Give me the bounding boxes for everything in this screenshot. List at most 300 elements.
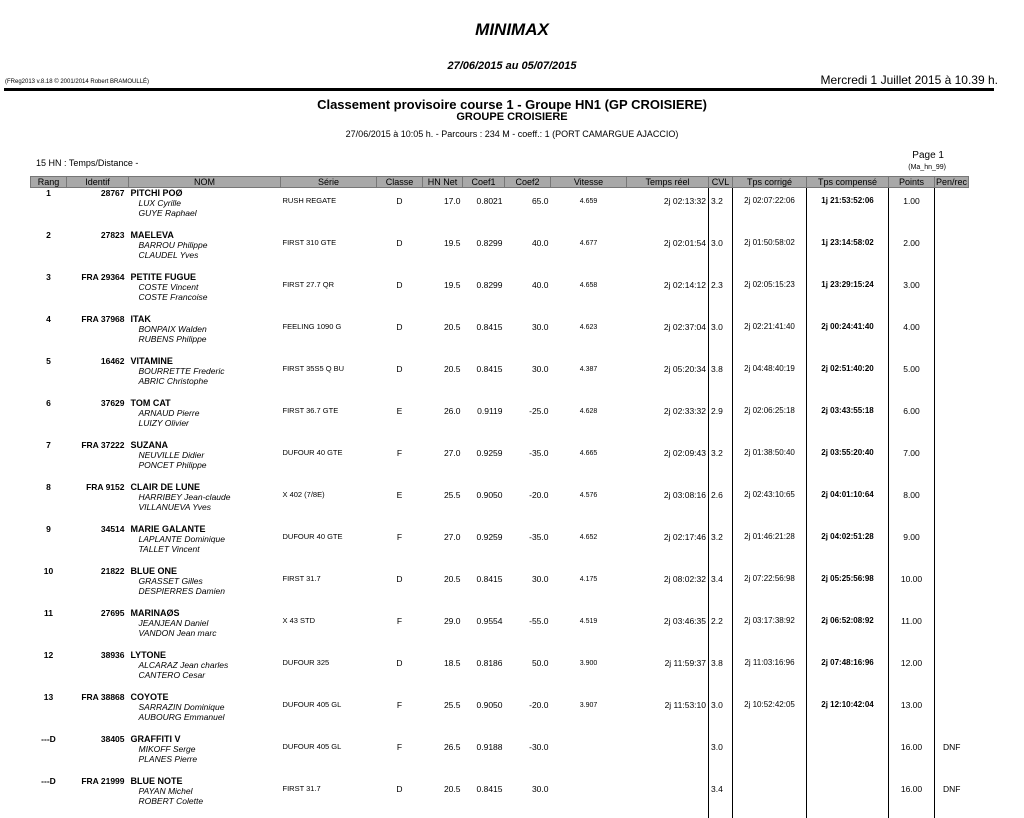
temps-reel-cell: 2j 03:08:16 [627,482,709,524]
name-cell [129,524,281,566]
pen-rec-cell [935,398,969,440]
crew-member: VILLANUEVA Yves [131,502,279,512]
tps-corrige-cell [733,776,807,818]
serie-cell: X 402 (7/8E) [281,482,377,524]
vitesse-cell: 4.628 [551,398,627,440]
name-cell [129,272,281,314]
serie-cell: DUFOUR 40 GTE [281,524,377,566]
crew-member: BONPAIX Walden [131,324,279,334]
pen-rec-cell [935,608,969,650]
hn-net-cell: 20.5 [423,776,463,818]
print-date: Mercredi 1 Juillet 2015 à 10.39 h. [821,73,998,87]
boat-name: BLUE ONE [131,566,279,576]
table-header-row [31,177,969,188]
crew-member: COSTE Vincent [131,282,279,292]
hn-net-cell: 19.5 [423,230,463,272]
serie-cell: DUFOUR 40 GTE [281,440,377,482]
vitesse-cell: 3.907 [551,692,627,734]
crew-member: GRASSET Gilles [131,576,279,586]
hn-net-cell: 27.0 [423,524,463,566]
cvl-cell: 3.0 [709,692,733,734]
tps-corrige-cell: 2j 11:03:16:96 [733,650,807,692]
classement-heading: Classement provisoire course 1 - Groupe HN1 (GP CROISIERE) [0,97,1024,112]
hn-net-cell: 19.5 [423,272,463,314]
cvl-cell: 3.0 [709,230,733,272]
race-info: 27/06/2015 à 10:05 h. - Parcours : 234 M - coeff.: 1 (PORT CAMARGUE AJACCIO) [0,129,1024,139]
crew-member: BARROU Philippe [131,240,279,250]
column-header: Vitesse [551,177,627,188]
classe-cell: F [377,692,423,734]
pen-rec-cell [935,188,969,231]
points-cell: 4.00 [889,314,935,356]
table-row [31,608,969,650]
coef1-cell: 0.8415 [463,356,505,398]
coef2-cell: 50.0 [505,650,551,692]
serie-cell: DUFOUR 405 GL [281,734,377,776]
name-cell [129,692,281,734]
classe-cell: D [377,356,423,398]
serie-cell: FEELING 1090 G [281,314,377,356]
rank-cell: 3 [31,272,67,314]
vitesse-cell: 4.665 [551,440,627,482]
coef1-cell: 0.8299 [463,230,505,272]
tps-compense-cell: 1j 21:53:52:06 [807,188,889,231]
column-header: Rang [31,177,67,188]
crew-member: BOURRETTE Frederic [131,366,279,376]
tps-compense-cell: 2j 05:25:56:98 [807,566,889,608]
identif-cell: 27823 [67,230,129,272]
table-row [31,524,969,566]
crew-member: LUX Cyrille [131,198,279,208]
table-row [31,188,969,231]
coef1-cell: 0.9259 [463,524,505,566]
points-cell: 3.00 [889,272,935,314]
crew-member: PAYAN Michel [131,786,279,796]
classe-cell: D [377,314,423,356]
boat-name: VITAMINE [131,356,279,366]
vitesse-cell: 4.576 [551,482,627,524]
points-cell: 8.00 [889,482,935,524]
cvl-cell: 3.8 [709,356,733,398]
classe-cell: D [377,776,423,818]
rank-cell: 13 [31,692,67,734]
vitesse-cell: 4.677 [551,230,627,272]
column-header: Temps réel [627,177,709,188]
pen-rec-cell: DNF [935,734,969,776]
tps-compense-cell [807,734,889,776]
identif-cell: FRA 29364 [67,272,129,314]
temps-reel-cell: 2j 05:20:34 [627,356,709,398]
column-header: Coef2 [505,177,551,188]
points-cell: 9.00 [889,524,935,566]
name-cell [129,314,281,356]
classe-cell: D [377,272,423,314]
tps-compense-cell: 1j 23:14:58:02 [807,230,889,272]
rank-cell: 9 [31,524,67,566]
coef1-cell: 0.9259 [463,440,505,482]
table-row [31,566,969,608]
table-row [31,692,969,734]
classe-cell: D [377,650,423,692]
table-row [31,398,969,440]
temps-reel-cell [627,734,709,776]
crew-member: PONCET Philippe [131,460,279,470]
temps-reel-cell: 2j 02:33:32 [627,398,709,440]
identif-cell: FRA 9152 [67,482,129,524]
serie-cell: DUFOUR 405 GL [281,692,377,734]
pen-rec-cell [935,524,969,566]
temps-reel-cell: 2j 11:59:37 [627,650,709,692]
crew-member: PLANES Pierre [131,754,279,764]
temps-reel-cell: 2j 02:37:04 [627,314,709,356]
tps-compense-cell: 2j 03:43:55:18 [807,398,889,440]
crew-member: DESPIERRES Damien [131,586,279,596]
points-cell: 16.00 [889,776,935,818]
column-header: Classe [377,177,423,188]
tps-corrige-cell: 2j 02:43:10:65 [733,482,807,524]
rank-cell: ---D [31,734,67,776]
boat-name: MARINAØS [131,608,279,618]
cvl-cell: 3.4 [709,566,733,608]
name-cell [129,440,281,482]
coef1-cell: 0.9050 [463,692,505,734]
table-body [31,188,969,818]
cvl-cell: 3.2 [709,524,733,566]
column-header: Tps corrigé [733,177,807,188]
temps-reel-cell: 2j 03:46:35 [627,608,709,650]
column-header: NOM [129,177,281,188]
boat-name: CLAIR DE LUNE [131,482,279,492]
temps-reel-cell: 2j 08:02:32 [627,566,709,608]
coef1-cell: 0.8415 [463,566,505,608]
coef2-cell: 40.0 [505,230,551,272]
temps-reel-cell: 2j 02:01:54 [627,230,709,272]
crew-member: LAPLANTE Dominique [131,534,279,544]
boat-name: COYOTE [131,692,279,702]
crew-member: JEANJEAN Daniel [131,618,279,628]
points-cell: 2.00 [889,230,935,272]
tps-compense-cell: 1j 23:29:15:24 [807,272,889,314]
cvl-cell: 3.2 [709,188,733,231]
vitesse-cell [551,734,627,776]
table-row [31,734,969,776]
tps-compense-cell: 2j 02:51:40:20 [807,356,889,398]
tps-compense-cell [807,776,889,818]
temps-reel-cell [627,776,709,818]
points-cell: 11.00 [889,608,935,650]
temps-reel-cell: 2j 11:53:10 [627,692,709,734]
cvl-cell: 3.8 [709,650,733,692]
vitesse-cell: 4.519 [551,608,627,650]
vitesse-cell: 4.387 [551,356,627,398]
vitesse-cell: 4.175 [551,566,627,608]
rank-cell: 8 [31,482,67,524]
rank-cell: 7 [31,440,67,482]
identif-cell: 27695 [67,608,129,650]
coef2-cell: 30.0 [505,776,551,818]
points-cell: 10.00 [889,566,935,608]
column-header: Identif [67,177,129,188]
pen-rec-cell [935,356,969,398]
classe-cell: F [377,524,423,566]
points-cell: 6.00 [889,398,935,440]
cvl-cell: 3.2 [709,440,733,482]
crew-member: ALCARAZ Jean charles [131,660,279,670]
tps-corrige-cell: 2j 10:52:42:05 [733,692,807,734]
page-number: Page 1 [912,150,944,161]
coef2-cell: 65.0 [505,188,551,231]
classe-cell: D [377,566,423,608]
name-cell [129,398,281,440]
coef2-cell: 30.0 [505,314,551,356]
tps-compense-cell: 2j 00:24:41:40 [807,314,889,356]
name-cell [129,566,281,608]
temps-reel-cell: 2j 02:13:32 [627,188,709,231]
boat-name: LYTONE [131,650,279,660]
vitesse-cell: 4.658 [551,272,627,314]
crew-member: CANTERO Cesar [131,670,279,680]
event-dates: 27/06/2015 au 05/07/2015 [0,60,1024,72]
tps-compense-cell: 2j 06:52:08:92 [807,608,889,650]
hn-net-cell: 17.0 [423,188,463,231]
identif-cell: FRA 37222 [67,440,129,482]
table-row [31,314,969,356]
coef1-cell: 0.9050 [463,482,505,524]
coef2-cell: 40.0 [505,272,551,314]
identif-cell: 38936 [67,650,129,692]
identif-cell: 28767 [67,188,129,231]
pen-rec-cell [935,566,969,608]
hn-net-cell: 18.5 [423,650,463,692]
serie-cell: FIRST 36.7 GTE [281,398,377,440]
boat-name: ITAK [131,314,279,324]
boat-name: SUZANA [131,440,279,450]
column-header: CVL [709,177,733,188]
tps-corrige-cell: 2j 04:48:40:19 [733,356,807,398]
classe-cell: F [377,608,423,650]
boat-name: PITCHI POØ [131,188,279,198]
identif-cell: 34514 [67,524,129,566]
tps-corrige-cell: 2j 02:21:41:40 [733,314,807,356]
crew-member: AUBOURG Emmanuel [131,712,279,722]
crew-member: HARRIBEY Jean-claude [131,492,279,502]
name-cell [129,650,281,692]
cvl-cell: 2.9 [709,398,733,440]
cvl-cell: 2.3 [709,272,733,314]
serie-cell: X 43 STD [281,608,377,650]
boat-name: GRAFFITI V [131,734,279,744]
serie-cell: RUSH REGATE [281,188,377,231]
identif-cell: 37629 [67,398,129,440]
crew-member: MIKOFF Serge [131,744,279,754]
crew-member: LUIZY Olivier [131,418,279,428]
identif-cell: FRA 38868 [67,692,129,734]
cvl-cell: 2.2 [709,608,733,650]
tps-corrige-cell [733,734,807,776]
rank-cell: 12 [31,650,67,692]
results-table [30,176,969,818]
coef2-cell: -20.0 [505,482,551,524]
cvl-cell: 2.6 [709,482,733,524]
rank-cell: 4 [31,314,67,356]
pen-rec-cell [935,230,969,272]
hn-net-cell: 27.0 [423,440,463,482]
column-header: Pen/rec [935,177,969,188]
rank-cell: 10 [31,566,67,608]
hn-net-cell: 26.0 [423,398,463,440]
crew-member: GUYE Raphael [131,208,279,218]
column-header: Points [889,177,935,188]
hn-net-cell: 20.5 [423,356,463,398]
name-cell [129,356,281,398]
coef2-cell: -20.0 [505,692,551,734]
points-cell: 1.00 [889,188,935,231]
name-cell [129,188,281,231]
software-copyright: (FReg2013 v.8.18 © 2001/2014 Robert BRAMOULLÉ) [5,79,149,85]
hn-net-cell: 20.5 [423,566,463,608]
column-header: Série [281,177,377,188]
name-cell [129,608,281,650]
temps-reel-cell: 2j 02:17:46 [627,524,709,566]
crew-member: NEUVILLE Didier [131,450,279,460]
tps-corrige-cell: 2j 02:06:25:18 [733,398,807,440]
crew-member: CLAUDEL Yves [131,250,279,260]
crew-member: VANDON Jean marc [131,628,279,638]
hn-net-cell: 25.5 [423,692,463,734]
column-header: HN Net [423,177,463,188]
hn-net-cell: 29.0 [423,608,463,650]
crew-member: TALLET Vincent [131,544,279,554]
points-cell: 13.00 [889,692,935,734]
table-row [31,440,969,482]
serie-cell: DUFOUR 325 [281,650,377,692]
column-header: Coef1 [463,177,505,188]
crew-member: ARNAUD Pierre [131,408,279,418]
vitesse-cell [551,776,627,818]
tps-compense-cell: 2j 12:10:42:04 [807,692,889,734]
points-cell: 7.00 [889,440,935,482]
crew-member: ABRIC Christophe [131,376,279,386]
rank-cell: 1 [31,188,67,231]
coef1-cell: 0.8186 [463,650,505,692]
tps-compense-cell: 2j 03:55:20:40 [807,440,889,482]
name-cell [129,230,281,272]
rank-cell: ---D [31,776,67,818]
classe-cell: D [377,188,423,231]
tps-corrige-cell: 2j 02:05:15:23 [733,272,807,314]
pen-rec-cell [935,440,969,482]
tps-compense-cell: 2j 04:02:51:28 [807,524,889,566]
tps-corrige-cell: 2j 03:17:38:92 [733,608,807,650]
document-title: MINIMAX [0,20,1024,40]
identif-cell: 16462 [67,356,129,398]
crew-member: COSTE Francoise [131,292,279,302]
crew-member: RUBENS Philippe [131,334,279,344]
vitesse-cell: 4.652 [551,524,627,566]
coef2-cell: -55.0 [505,608,551,650]
vitesse-cell: 4.623 [551,314,627,356]
cvl-cell: 3.4 [709,776,733,818]
points-cell: 5.00 [889,356,935,398]
boat-name: PETITE FUGUE [131,272,279,282]
temps-reel-cell: 2j 02:09:43 [627,440,709,482]
classe-cell: E [377,398,423,440]
identif-cell: FRA 37968 [67,314,129,356]
table-row [31,482,969,524]
coef2-cell: 30.0 [505,566,551,608]
header-rule [4,88,994,91]
tps-compense-cell: 2j 07:48:16:96 [807,650,889,692]
coef2-cell: -30.0 [505,734,551,776]
pen-rec-cell [935,650,969,692]
table-row [31,356,969,398]
rank-cell: 6 [31,398,67,440]
coef1-cell: 0.9554 [463,608,505,650]
page-code: (Ma_hn_99) [908,164,946,171]
boat-name: BLUE NOTE [131,776,279,786]
coef1-cell: 0.8415 [463,776,505,818]
rank-cell: 11 [31,608,67,650]
tps-corrige-cell: 2j 01:46:21:28 [733,524,807,566]
classe-cell: D [377,230,423,272]
identif-cell: 38405 [67,734,129,776]
column-header: Tps compensé [807,177,889,188]
group-heading: GROUPE CROISIERE [0,111,1024,123]
tps-corrige-cell: 2j 01:50:58:02 [733,230,807,272]
table-row [31,650,969,692]
tps-corrige-cell: 2j 01:38:50:40 [733,440,807,482]
coef1-cell: 0.9119 [463,398,505,440]
serie-cell: FIRST 31.7 [281,776,377,818]
crew-member: ROBERT Colette [131,796,279,806]
identif-cell: 21822 [67,566,129,608]
coef1-cell: 0.9188 [463,734,505,776]
coef2-cell: -35.0 [505,524,551,566]
boat-name: MAELEVA [131,230,279,240]
rank-cell: 5 [31,356,67,398]
serie-cell: FIRST 35S5 Q BU [281,356,377,398]
classe-cell: F [377,734,423,776]
hn-net-cell: 25.5 [423,482,463,524]
tps-compense-cell: 2j 04:01:10:64 [807,482,889,524]
vitesse-cell: 4.659 [551,188,627,231]
coef1-cell: 0.8415 [463,314,505,356]
name-cell [129,482,281,524]
cvl-cell: 3.0 [709,314,733,356]
coef1-cell: 0.8299 [463,272,505,314]
temps-reel-cell: 2j 02:14:12 [627,272,709,314]
serie-cell: FIRST 27.7 QR [281,272,377,314]
table-row [31,776,969,818]
table-row [31,272,969,314]
serie-cell: FIRST 31.7 [281,566,377,608]
cvl-cell: 3.0 [709,734,733,776]
pen-rec-cell [935,482,969,524]
rank-cell: 2 [31,230,67,272]
pen-rec-cell: DNF [935,776,969,818]
hn-net-cell: 26.5 [423,734,463,776]
points-cell: 16.00 [889,734,935,776]
tps-corrige-cell: 2j 02:07:22:06 [733,188,807,231]
pen-rec-cell [935,692,969,734]
tps-corrige-cell: 2j 07:22:56:98 [733,566,807,608]
name-cell [129,734,281,776]
identif-cell: FRA 21999 [67,776,129,818]
name-cell [129,776,281,818]
coef2-cell: 30.0 [505,356,551,398]
serie-cell: FIRST 310 GTE [281,230,377,272]
hn-net-cell: 20.5 [423,314,463,356]
